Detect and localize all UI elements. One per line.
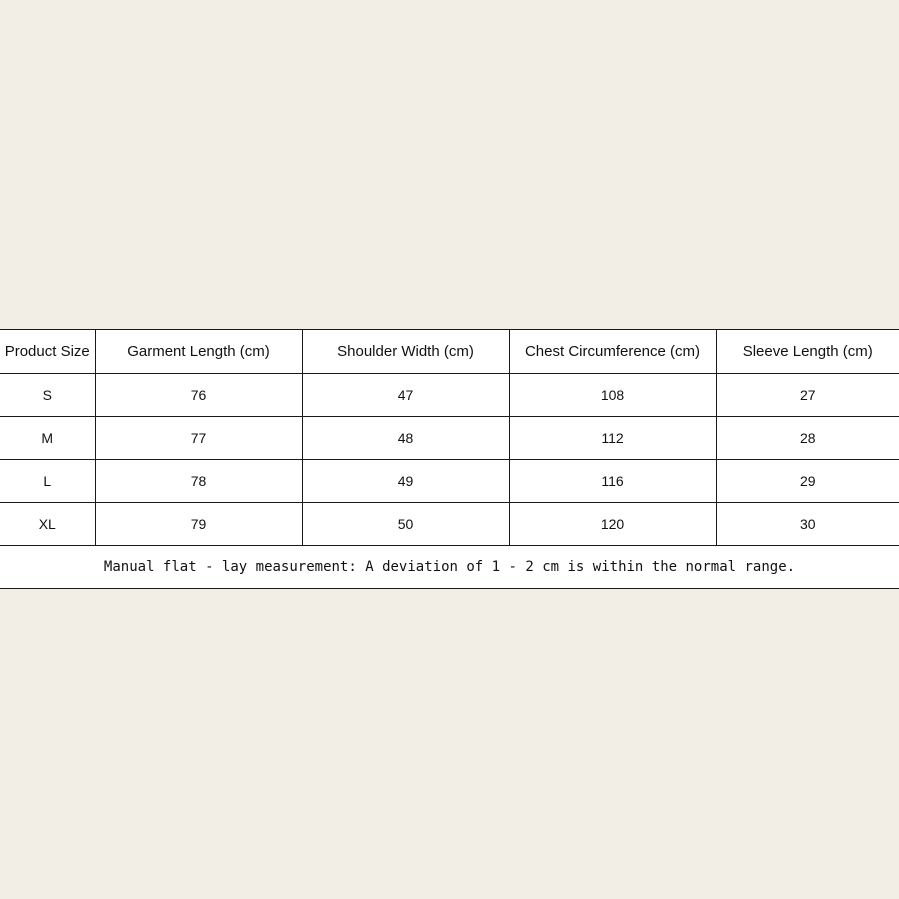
table-note-row	[0, 546, 899, 589]
size-chart-block	[0, 329, 899, 589]
cell-size: L	[0, 460, 95, 503]
cell-size: S	[0, 374, 95, 417]
cell-sleeve-length: 29	[716, 460, 899, 503]
table-row	[0, 503, 899, 546]
cell-shoulder-width: 47	[302, 374, 509, 417]
measurement-note: Manual flat - lay measurement: A deviation of 1 - 2 cm is within the normal range.	[0, 546, 899, 589]
table-row	[0, 460, 899, 503]
cell-garment-length: 78	[95, 460, 302, 503]
cell-garment-length: 79	[95, 503, 302, 546]
cell-shoulder-width: 49	[302, 460, 509, 503]
cell-size: M	[0, 417, 95, 460]
cell-sleeve-length: 28	[716, 417, 899, 460]
column-header-sleeve-length: Sleeve Length (cm)	[716, 330, 899, 374]
table-body	[0, 374, 899, 589]
table-row	[0, 374, 899, 417]
cell-sleeve-length: 30	[716, 503, 899, 546]
cell-chest-circumference: 112	[509, 417, 716, 460]
cell-size: XL	[0, 503, 95, 546]
table-header-row	[0, 330, 899, 374]
cell-garment-length: 77	[95, 417, 302, 460]
cell-garment-length: 76	[95, 374, 302, 417]
cell-sleeve-length: 27	[716, 374, 899, 417]
column-header-product-size: Product Size	[0, 330, 95, 374]
cell-chest-circumference: 116	[509, 460, 716, 503]
cell-shoulder-width: 50	[302, 503, 509, 546]
column-header-garment-length: Garment Length (cm)	[95, 330, 302, 374]
size-chart-table	[0, 329, 899, 589]
column-header-shoulder-width: Shoulder Width (cm)	[302, 330, 509, 374]
column-header-chest-circumference: Chest Circumference (cm)	[509, 330, 716, 374]
cell-chest-circumference: 108	[509, 374, 716, 417]
cell-shoulder-width: 48	[302, 417, 509, 460]
cell-chest-circumference: 120	[509, 503, 716, 546]
table-row	[0, 417, 899, 460]
table-header	[0, 330, 899, 374]
